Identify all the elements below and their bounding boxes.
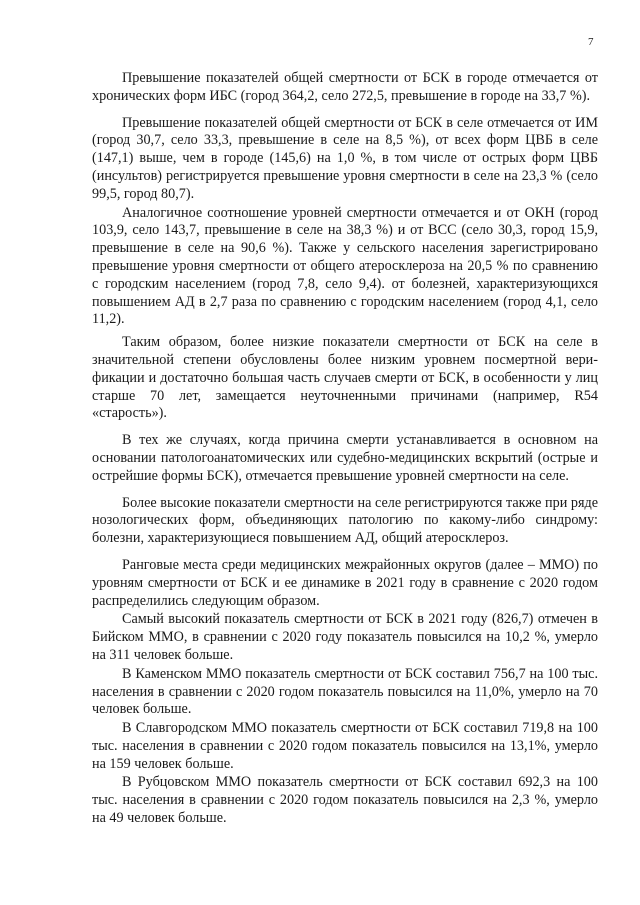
document-body (92, 70, 598, 828)
paragraph-ibs-city-excess: Превышение показателей общей смертности от БСК в городе отмечается от хронических форм ИБС (город 364,2, село 272,5, превышение в городе на 33,7 %). (92, 70, 598, 104)
paragraph-mmo-ranking-intro: Ранговые места среди медицинских межрайонных округов (далее – ММО) по уровням смертности от БСК и ее динамике в 2021 году в сравнение с 2020 годом распределились следующим образом. (92, 556, 598, 609)
paragraph-autopsy-cases: В тех же случаях, когда причина смерти устанавливается в основном на основании патологоанатомических или судебно-медицинских вскрытий (острые и острейшие формы БСК), отмечается превышение уровней смертности на селе. (92, 432, 598, 484)
paragraph-okn-vss-atherosclerosis: Аналогичное соотношение уровней смертности отмечается и от ОКН (город 103,9, село 143,7, превышение в селе на 38,3 %) и от ВСС (село 30,3, город 15,9, превышение в селе на 90,6 %). Также у сельского населения зарегистрировано превышение уровня смертности от общего атеросклероза на 20,5 % по сравнению с городским населением (город 7,8, село 9,4). от болезней, характеризующихся повышением АД в 2,7 раза по сравнению с городским населением (город 4,1, село 11,2). (92, 204, 598, 328)
paragraph-nosological-forms: Более высокие показатели смертности на селе регистрируются также при ряде нозологических форм, объединяющих патологию по какому-либо синдрому: болезни, характеризующиеся повышением АД, общий атеросклероз. (92, 494, 598, 547)
page-number: 7 (588, 36, 594, 48)
paragraph-rubtsovsk-mmo: В Рубцовском ММО показатель смертности от БСК составил 692,3 на 100 тыс. населения в сравнении с 2020 годом показатель повысился на 2,3 %, умерло на 49 человек больше. (92, 774, 598, 827)
paragraph-im-cvb-village-excess: Превышение показателей общей смертности от БСК в селе отмечается от ИМ (город 30,7, село 33,3, превышение в селе на 8,5 %), от всех форм ЦВБ в селе (147,1) выше, чем в городе (145,6) на 1,0 %, в том числе от острых форм ЦВБ (инсультов) регистрируется превышение уровня смертности в селе на 23,3 % (село 99,5, город 80,7). (92, 114, 598, 202)
paragraph-conclusion-verification: Таким образом, более низкие показатели смертности от БСК на селе в значительной степени обусловлены более низким уровнем посмертной верификации и достаточно большая часть случаев смерти от БСК, в особенности у лиц старше 70 лет, замещается неуточненными причинами (например, R54 «старость»). (92, 334, 598, 422)
paragraph-biysk-mmo: Самый высокий показатель смертности от БСК в 2021 году (826,7) отмечен в Бийском ММО, в сравнении с 2020 году показатель повысился на 10,2 %, умерло на 311 человек больше. (92, 611, 598, 663)
paragraph-slavgorod-mmo: В Славгородском ММО показатель смертности от БСК составил 719,8 на 100 тыс. населения в сравнении с 2020 годом показатель повысился на 13,1%, умерло на 159 человек больше. (92, 720, 598, 772)
paragraph-kamensk-mmo: В Каменском ММО показатель смертности от БСК составил 756,7 на 100 тыс. населения в сравнении с 2020 годом показатель повысился на 11,0%, умерло на 70 человек больше. (92, 665, 598, 718)
